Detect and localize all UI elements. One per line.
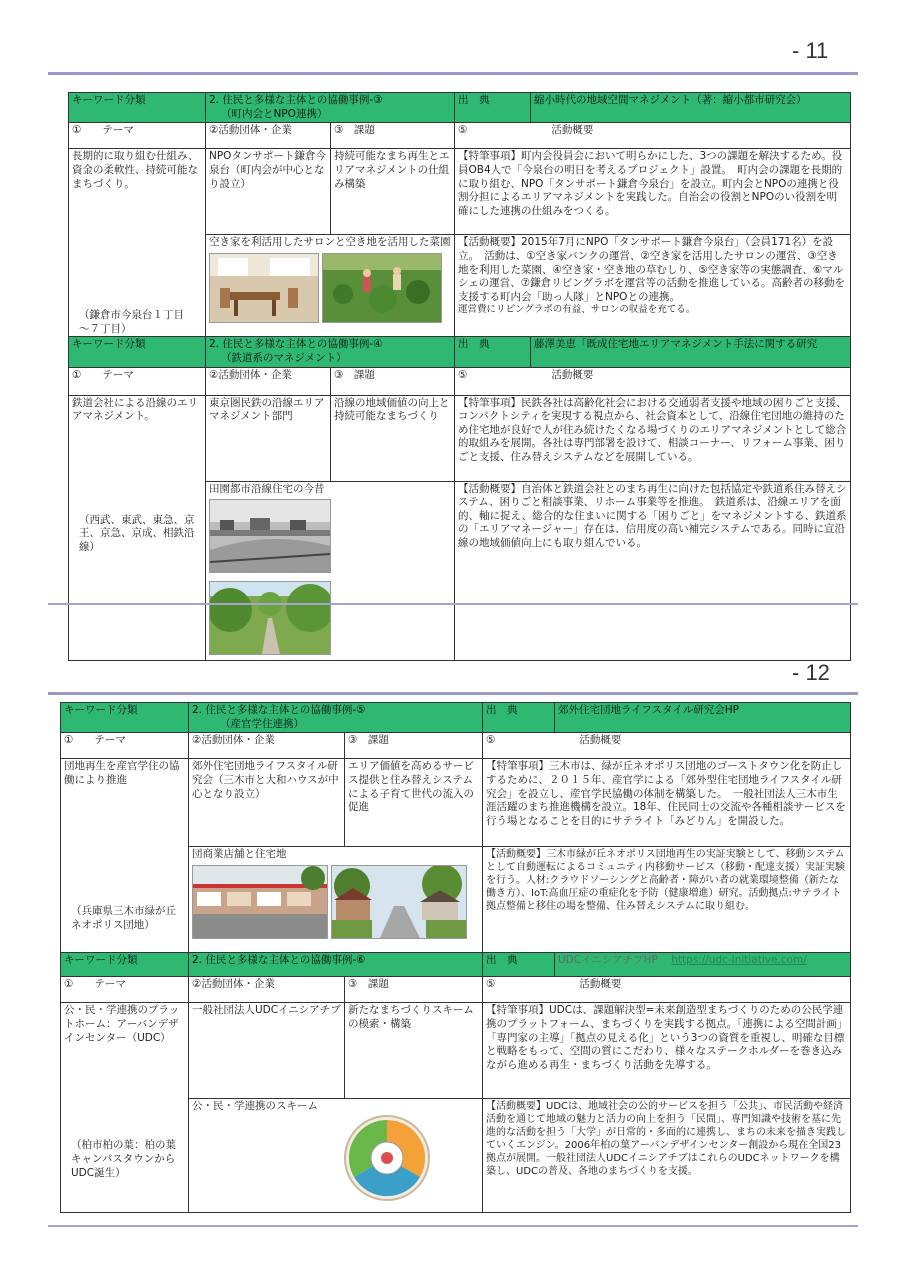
header-rule [48, 692, 858, 695]
page-number: - 11 [792, 38, 829, 63]
issue-text: 沿線の地域価値の向上と持続可能なまちづくり [331, 395, 455, 481]
overview-text: 【活動概要】UDCは、地域社会の公的サービスを担う「公共」、市民活動や経済活動を通じて地域の魅力と活力の向上を担う「民間」、専門知識や技術を基に先進的な活動を担う「大学」が日常的・多面的に連携し、まちの未来を描き実践していくエンジン。2006年柏の葉アーバンデザインセンター創設から現在全国23拠点が展開。一般社団法人UDCイニシアチブはこれらのUDCネットワークを構築し、UDCの普及、各地のまちづくりを支援。 [483, 1099, 851, 1213]
photo-cell [189, 1099, 483, 1213]
header-activity: ⑤ 活動概要 [483, 977, 851, 1003]
feature-text: 【特筆事項】三木市は、緑が丘ネオポリス団地のゴーストタウン化を防止しするために、２０１５年、産官学による「郊外型住宅団地ライフスタイル研究会」を設立し、産官学民協働の体制を構築した。 一般社団法人三木市生涯活躍のまち推進機構を設立。18年、住民同士の交流や各種相談サービスを行う場となることを目的にサテライト「みどりん」を開設した。 [483, 759, 851, 847]
garden-photo [322, 253, 442, 323]
header-activity: ⑤ 活動概要 [483, 733, 851, 759]
photo-caption: 田園都市沿線住宅の今昔 [209, 482, 325, 495]
source-label: 出 典 [455, 337, 531, 367]
header-theme: ① テーマ [69, 367, 206, 395]
keyword-title: 2. 住民と多様な主体との協働事例-③ （町内会とNPO連携） [206, 93, 455, 123]
keyword-title: 2. 住民と多様な主体との協働事例-⑤ （産官学住連携） [189, 703, 483, 733]
overview-text: 【活動概要】三木市緑が丘ネオポリス団地再生の実証実験として、移動システムとして自動運転によるコミュニティ内移動サービス（移動・配達支援）実証実験を行う。人材:クラウドソーシングと高齢者・障がい者の就業環境整備（新たな働き方）、IoT:高血圧症の重症化を予防（健康増進）研究。活動拠点:サテライト拠点整備と移住の場を整備、住み替えシステムに取り組む。 [483, 847, 851, 953]
photo-cell [206, 235, 455, 337]
overview-note: 運営費にリビングラボの有益、サロンの収益を充てる。 [458, 304, 696, 316]
header-issue: ③ 課題 [345, 977, 483, 1003]
case-table-3 [68, 92, 851, 661]
page-number: - 12 [792, 660, 830, 685]
salon-photo [209, 253, 319, 323]
org-text: NPOタンサポート鎌倉今泉台（町内会が中心となり設立） [206, 149, 331, 235]
old-town-photo [209, 499, 331, 573]
overview-cell [455, 235, 851, 337]
overview-text: 【活動概要】自治体と鉄道会社とのまち再生に向けた包括協定や鉄道系住み替えシステム、困りごと相談事業、リホーム事業等を推進。 鉄道系は、沿線エリアを面的、軸に捉え、総合的な住まいに関する「困りごと」をマネジメントする、鉄道系の「エリアマネージャー」存在は、信用度の高い補完システムである。同時に宣沿線の地域価値向上にも取り組んでいる。 [455, 481, 851, 661]
photo-caption: 公・民・学連携のスキーム [192, 1100, 318, 1113]
header-rule [48, 72, 858, 75]
feature-text: 【特筆事項】町内会役員会において明らかにした、3つの課題を解決するため。役員OB4人で「今泉台の明日を考えるプロジェクト」設置。 町内会の課題を長期的に取り組む、NPO「タンサポート鎌倉今泉台」を設立。町内会とNPOの連携と役割分担によるエリアマネジメントを実践した。自治会の役割とNPOのい役割を明確にした連携の仕組みをつくる。 [455, 149, 851, 235]
source-value: 藤澤美恵「既成住宅地エリアマネジメント手法に関する研究 [531, 337, 851, 367]
location-text: （西武、東武、東急、京王、京急、京成、相鉄沿線） [79, 513, 195, 553]
feature-text: 【特筆事項】UDCは、課題解決型=未来創造型まちづくりのための公民学連携のプラットフォーム、まちづくりを実践する拠点。「連携による空間計画」「専門家の主導」「拠点の見える化」という3つの資質を重視し、明確な目標と戦略をもって、空間の質にこだわり、様々なステークホルダーを巻き込みながら進める再生・まちづくり活動を先導する。 [483, 1003, 851, 1099]
photo-caption: 団商業店舗と住宅地 [192, 848, 287, 861]
theme-text: 鉄道会社による沿線のエリアマネジメント。 [72, 396, 198, 423]
houses-photo [331, 865, 467, 939]
org-text: 一般社団法人UDCイニシアチブ [189, 1003, 345, 1099]
keyword-label: キーワード分類 [61, 953, 189, 977]
source-label: 出 典 [483, 703, 555, 733]
shops-photo [192, 865, 328, 939]
header-activity: ⑤ 活動概要 [455, 367, 851, 395]
header-theme: ① テーマ [61, 733, 189, 759]
source-value: 縮小時代の地域空間マネジメント（著：縮小都市研究会） [531, 93, 851, 123]
source-value: UDCイニシアチブHP [558, 954, 658, 967]
header-activity: ⑤ 活動概要 [455, 123, 851, 149]
theme-cell [61, 759, 189, 953]
theme-cell [61, 1003, 189, 1213]
source-label: 出 典 [455, 93, 531, 123]
source-value: 郊外住宅団地ライフスタイル研究会HP [555, 703, 851, 733]
theme-cell [69, 149, 206, 337]
diagram-core [381, 1152, 393, 1164]
source-link[interactable]: https://udc-initiative.com/ [671, 954, 807, 967]
source-cell [555, 953, 851, 977]
org-text: 郊外住宅団地ライフスタイル研究会（三木市と大和ハウスが中心となり設立） [189, 759, 345, 847]
keyword-title: 2. 住民と多様な主体との協働事例-⑥ [189, 953, 483, 977]
header-issue: ③ 課題 [345, 733, 483, 759]
footer-rule [48, 1225, 858, 1227]
photo-cell [206, 481, 455, 661]
header-issue: ③ 課題 [331, 123, 455, 149]
location-text: （柏市柏の葉：柏の葉キャンパスタウンからUDC誕生） [71, 1139, 176, 1179]
scheme-diagram [312, 1110, 462, 1206]
header-org: ②活動団体・企業 [189, 977, 345, 1003]
theme-cell [69, 395, 206, 661]
issue-text: 新たなまちづくりスキームの模索・構築 [345, 1003, 483, 1099]
keyword-label: キーワード分類 [61, 703, 189, 733]
photo-cell [189, 847, 483, 953]
theme-text: 団地再生を産官学住の協働により推進 [64, 760, 180, 786]
org-text: 東京圏民鉄の沿線エリアマネジメント部門 [206, 395, 331, 481]
tree-street-photo [209, 581, 331, 655]
theme-text: 公・民・学連携のプラットホーム：アーバンデザインセンター（UDC） [64, 1004, 180, 1044]
source-label: 出 典 [483, 953, 555, 977]
location-text: （鎌倉市今泉台１丁目 ～７丁目） [79, 309, 195, 335]
case-table-5 [60, 702, 851, 1213]
photo-caption: 空き家を利活用したサロンと空き地を活用した菜園 [209, 236, 451, 249]
theme-text: 長期的に取り組む仕組み、資金の柔軟性、持続可能なまちづくり。 [72, 150, 199, 190]
header-org: ②活動団体・企業 [189, 733, 345, 759]
header-issue: ③ 課題 [331, 367, 455, 395]
keyword-label: キーワード分類 [69, 337, 206, 367]
header-theme: ① テーマ [69, 123, 206, 149]
footer-rule [48, 603, 858, 605]
location-text: （兵庫県三木市緑が丘ネオポリス団地） [71, 905, 176, 931]
issue-text: 持続可能なまち再生とエリアマネジメントの仕組み構築 [331, 149, 455, 235]
keyword-label: キーワード分類 [69, 93, 206, 123]
overview-text: 【活動概要】2015年7月にNPO「タンサポート鎌倉今泉台」（会員171名）を設立。 活動は、①空き家バンクの運営、②空き家を活用したサロンの運営、③空き地を利用した菜園、④空き家・空き地の草むしり、⑤空き家等の実態調査、⑥マルシェの運営、⑦鎌倉リビングラボを運営等の活動を推進している。高齢者の移動を支援する町内会「助っ人隊」とNPOとの連携。 [458, 236, 845, 303]
header-org: ②活動団体・企業 [206, 123, 331, 149]
header-org: ②活動団体・企業 [206, 367, 331, 395]
keyword-title: 2. 住民と多様な主体との協働事例-④ （鉄道系のマネジメント） [206, 337, 455, 367]
feature-text: 【特筆事項】民鉄各社は高齢化社会における交通弱者支援や地域の困りごと支援、コンパクトシティを実現する視点から、社会資本として、沿線住宅団地の維持のため住宅地が良好で人が住み続けたくなる場づくりのエリアマネジメントとして総合的取組みを展開。各社は専門部署を設けて、相談コーナー、リフォーム事業、困りごと支援、住み替えシステムなどを展開している。 [455, 395, 851, 481]
issue-text: エリア価値を高めるサービス提供と住み替えシステムによる子育て世代の流入の促進 [345, 759, 483, 847]
header-theme: ① テーマ [61, 977, 189, 1003]
